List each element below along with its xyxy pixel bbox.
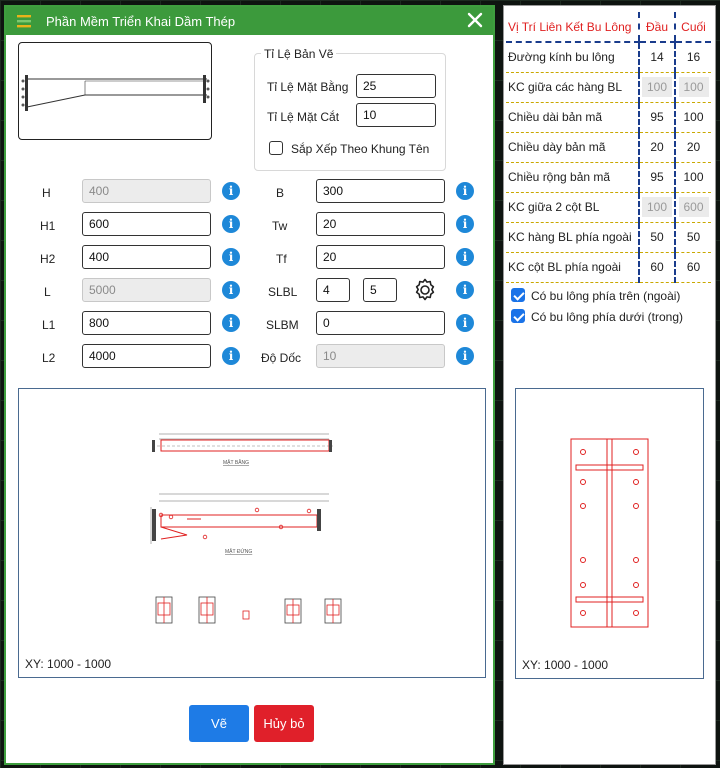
table-row [506,42,711,72]
row-start-value[interactable]: 95 [650,110,664,124]
param-slbl-input-2[interactable] [363,278,397,302]
param-h1-input[interactable] [82,212,211,236]
param-l2-input[interactable] [82,344,211,368]
header-position: Vị Trí Liên Kết Bu Lông [506,12,639,42]
row-end-value: 100 [679,77,709,97]
table-row [506,102,711,132]
param-slbl-input-1[interactable] [316,278,350,302]
param-h-label: H [42,186,51,200]
bottom-bolts-checkbox[interactable] [511,309,525,323]
bolt-connection-panel [503,5,716,765]
param-h2-input[interactable] [82,245,211,269]
param-slope-info-icon[interactable]: i [456,347,474,365]
row-end-value[interactable]: 100 [683,110,704,124]
row-start-value[interactable]: 50 [650,230,664,244]
section-views [156,597,341,623]
section-scale-input[interactable] [356,103,436,127]
row-start-value[interactable]: 20 [650,140,664,154]
beam-preview-graphic [19,43,211,139]
row-end-value[interactable]: 20 [686,140,701,154]
row-name: KC hàng BL phía ngoài [506,222,639,252]
param-l1-label: L1 [42,318,56,332]
param-slope-label: Độ Dốc [261,351,302,365]
app-menu-icon[interactable] [16,13,32,29]
svg-text:MẶT BẰNG: MẶT BẰNG [223,460,250,466]
param-h-info-icon[interactable]: i [222,182,240,200]
table-row [506,252,711,282]
row-name: KC giữa các hàng BL [506,72,639,102]
row-name: Chiều rộng bản mã [506,162,639,192]
param-tw-label: Tw [272,219,288,233]
bottom-bolts-label: Có bu lông phía dưới (trong) [531,310,683,324]
row-start-value: 100 [642,197,672,217]
param-b-input[interactable] [316,179,445,203]
param-slope-input [316,344,445,368]
gear-icon[interactable] [413,278,437,302]
table-row [506,72,711,102]
param-slbl-info-icon[interactable]: i [456,281,474,299]
row-start-value[interactable]: 95 [650,170,664,184]
end-plate-drawing [516,389,703,678]
cancel-button[interactable]: Hủy bỏ [254,705,314,742]
table-row [506,162,711,192]
plan-scale-label: Tỉ Lệ Mặt Bằng [267,80,349,94]
row-start-value[interactable]: 60 [650,260,664,274]
row-name: Chiều dày bản mã [506,132,639,162]
param-l-info-icon[interactable]: i [222,281,240,299]
section-scale-label: Tỉ Lệ Mặt Cắt [267,110,340,124]
param-tf-label: Tf [276,252,287,266]
row-end-value: 600 [679,197,709,217]
header-start: Đầu [639,12,675,42]
param-h2-info-icon[interactable]: i [222,248,240,266]
row-start-value[interactable]: 14 [650,50,664,65]
title-bar [6,7,493,35]
row-start-value: 100 [642,77,672,97]
elevation-view [151,494,329,555]
param-tf-input[interactable] [316,245,445,269]
arrange-by-frame-checkbox[interactable] [269,141,283,155]
row-name: KC cột BL phía ngoài [506,252,639,282]
param-tw-input[interactable] [316,212,445,236]
table-header-row [506,12,711,42]
row-name: Đường kính bu lông [506,42,639,72]
param-l1-input[interactable] [82,311,211,335]
row-end-value[interactable]: 16 [686,50,701,65]
close-icon[interactable] [465,10,485,30]
main-window [4,5,495,765]
param-l2-label: L2 [42,351,56,365]
header-end: Cuối [675,12,711,42]
param-l-input [82,278,211,302]
plan-scale-input[interactable] [356,74,436,98]
param-slbm-label: SLBM [266,318,299,332]
group-title: Tỉ Lệ Bản Vẽ [261,47,336,61]
param-l2-info-icon[interactable]: i [222,347,240,365]
beam-drawing [19,389,485,677]
param-slbl-label: SLBL [268,285,298,299]
row-name: Chiều dài bản mã [506,102,639,132]
plan-view [152,434,333,466]
param-h-input [82,179,211,203]
xy-readout: XY: 1000 - 1000 [25,657,112,671]
drawing-preview-panel[interactable] [18,388,486,678]
param-l1-info-icon[interactable]: i [222,314,240,332]
end-plate-preview-panel[interactable] [515,388,704,679]
table-row [506,132,711,162]
param-h1-info-icon[interactable]: i [222,215,240,233]
table-row [506,192,711,222]
top-bolts-label: Có bu lông phía trên (ngoài) [531,289,681,303]
beam-preview [18,42,212,140]
side-xy-readout: XY: 1000 - 1000 [522,658,609,672]
bolt-connection-table [506,12,711,283]
param-tw-info-icon[interactable]: i [456,215,474,233]
row-end-value[interactable]: 100 [683,170,704,184]
param-b-info-icon[interactable]: i [456,182,474,200]
svg-text:MẶT ĐỨNG: MẶT ĐỨNG [225,549,253,555]
draw-button[interactable]: Vẽ [189,705,249,742]
table-row [506,222,711,252]
param-h2-label: H2 [40,252,56,266]
param-b-label: B [276,186,285,200]
arrange-by-frame-label: Sắp Xếp Theo Khung Tên [291,142,430,156]
param-slbm-input[interactable] [316,311,445,335]
param-h1-label: H1 [40,219,56,233]
window-title: Phần Mềm Triển Khai Dầm Thép [46,14,236,29]
row-name: KC giữa 2 cột BL [506,192,639,222]
top-bolts-checkbox[interactable] [511,288,525,302]
drawing-scale-group [254,47,446,171]
param-slbm-info-icon[interactable]: i [456,314,474,332]
param-tf-info-icon[interactable]: i [456,248,474,266]
row-end-value[interactable]: 60 [686,260,701,274]
param-l-label: L [44,285,51,299]
row-end-value[interactable]: 50 [686,230,701,244]
